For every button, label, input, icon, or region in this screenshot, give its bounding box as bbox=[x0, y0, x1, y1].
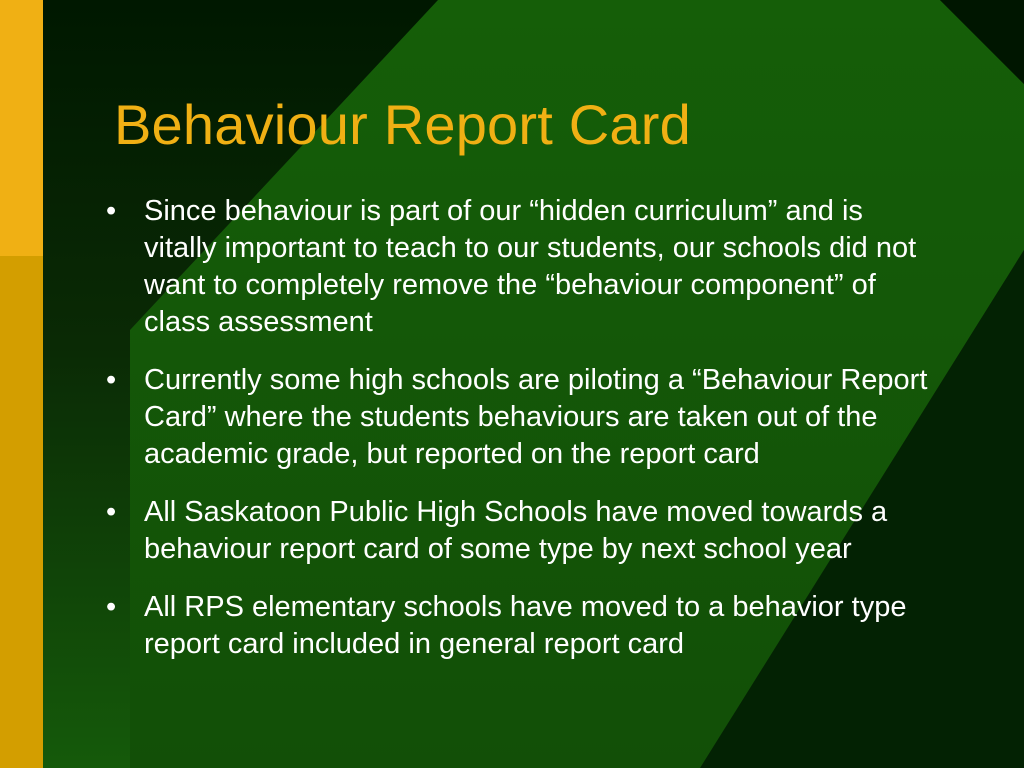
left-accent-bar-top bbox=[0, 0, 43, 256]
bullet-marker: • bbox=[106, 496, 117, 528]
bullet-list bbox=[106, 193, 936, 684]
slide-title: Behaviour Report Card bbox=[114, 93, 691, 156]
bullet-text: All Saskatoon Public High Schools have moved towards a behaviour report card of some type by next school year bbox=[144, 496, 888, 565]
bullet-marker: • bbox=[106, 195, 117, 227]
bullet-marker: • bbox=[106, 364, 117, 396]
bullet-text: All RPS elementary schools have moved to a behavior type report card included in general report card bbox=[144, 591, 907, 660]
bullet-item bbox=[106, 494, 936, 568]
bullet-item bbox=[106, 589, 936, 663]
bullet-marker: • bbox=[106, 591, 117, 623]
left-accent-bar-bottom bbox=[0, 256, 43, 768]
bullet-text: Since behaviour is part of our “hidden curriculum” and is vitally important to teach to our students, our schools did not want to completely remove the “behaviour component” of class assessment bbox=[144, 195, 917, 338]
bullet-text: Currently some high schools are piloting a “Behaviour Report Card” where the students behaviours are taken out of the academic grade, but reported on the report card bbox=[144, 364, 928, 470]
bullet-item bbox=[106, 362, 936, 473]
bullet-item bbox=[106, 193, 936, 341]
